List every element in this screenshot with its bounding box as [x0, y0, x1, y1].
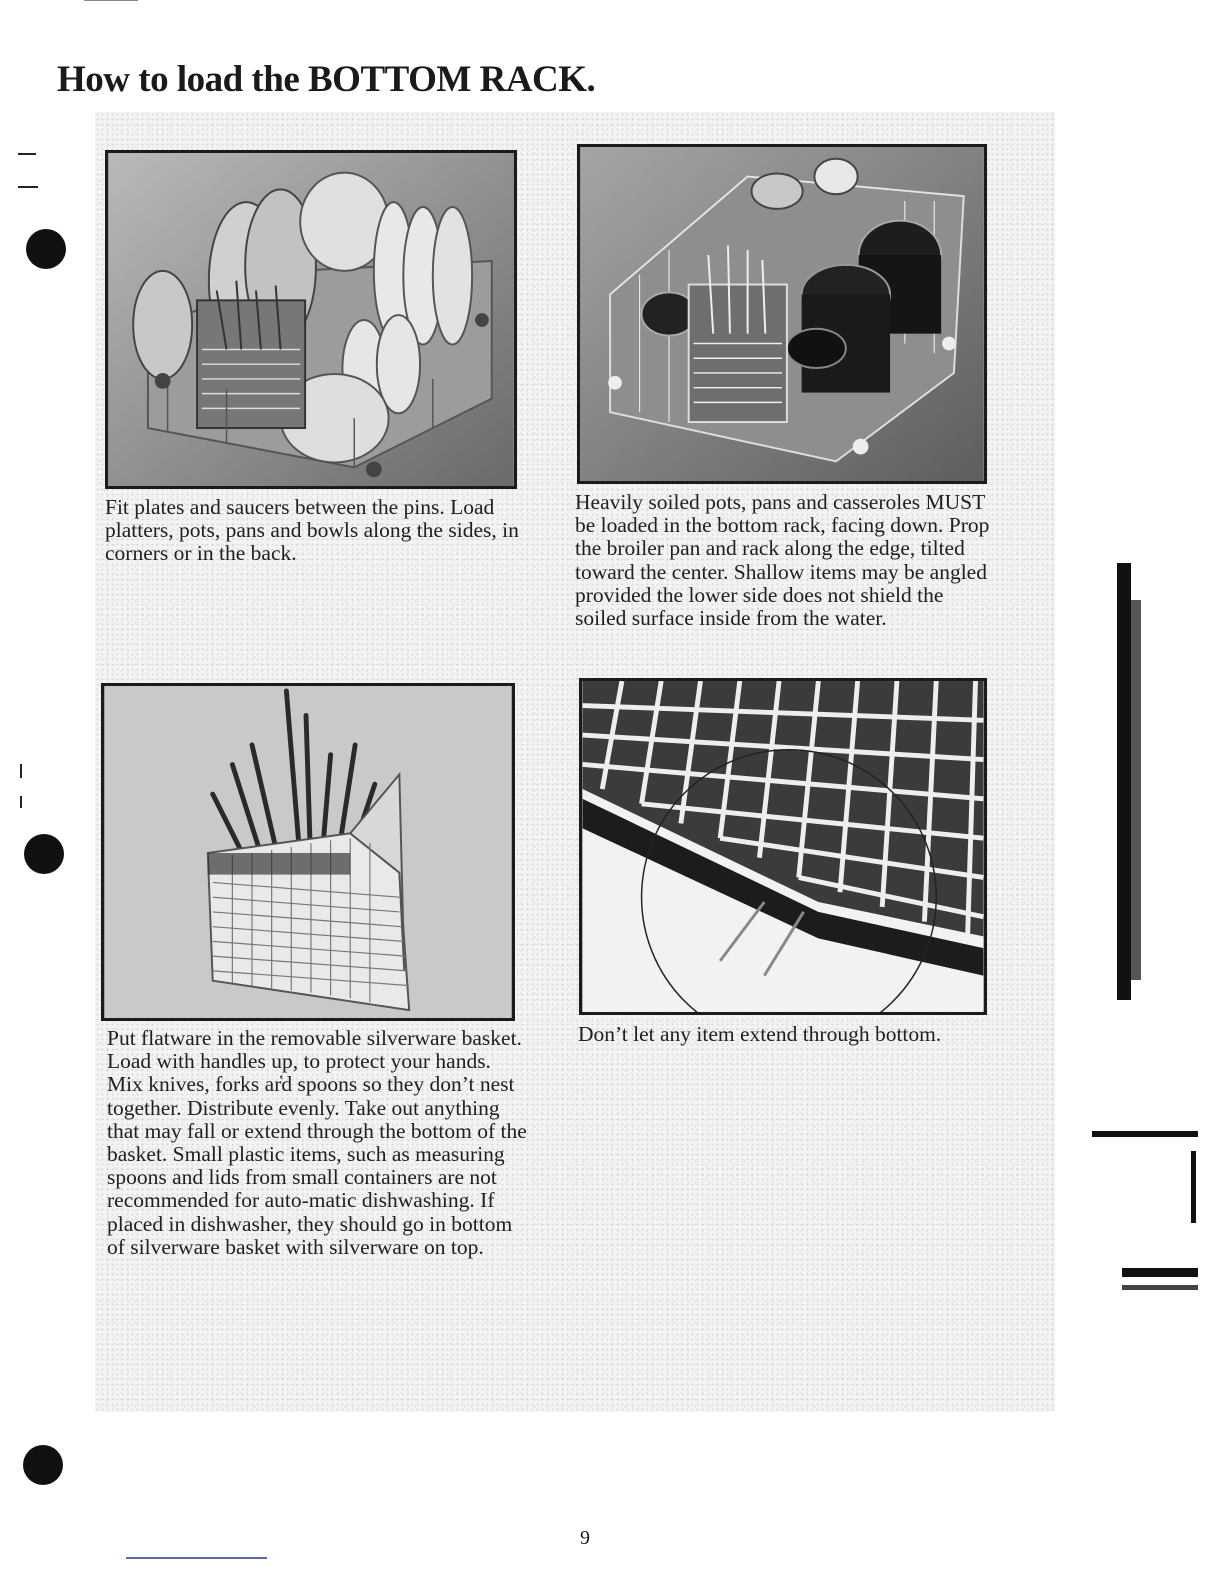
margin-mark	[18, 186, 38, 188]
scan-edge-strip	[1117, 563, 1131, 1000]
caption-pots: Heavily soiled pots, pans and casseroles MUST be loaded in the bottom rack, facing down. Prop the broiler pan and rack along the edge, tilted toward the center. Shallow items may be angled provided the lower side does not shield the soiled surface inside from the water.	[575, 490, 990, 631]
page-title: How to load the BOTTOM RACK.	[57, 59, 596, 100]
figure-rack-closeup	[579, 678, 987, 1015]
footer-line	[126, 1557, 267, 1559]
scan-edge-strip	[1191, 1151, 1196, 1223]
binder-hole-middle	[24, 834, 64, 874]
margin-mark	[20, 796, 22, 808]
rack-closeup-illustration	[582, 681, 984, 1012]
caption-silverware: Put flatware in the removable silverware basket. Load with handles up, to protect your hands. Mix knives, forks ar̔d spoons so they don’t nest together. Distribute evenly. Take out anything that may fall or extend through the bottom of the basket. Small plastic items, such as measuring spoons and lids from small containers are not recommended for auto-matic dishwashing. If placed in dishwasher, they should go in bottom of silverware basket with silverware on top.	[107, 1026, 527, 1259]
figure-plates-rack	[105, 150, 517, 489]
figure-silverware-basket	[101, 683, 515, 1021]
binder-hole-bottom	[23, 1445, 63, 1485]
caption-rack-closeup: Don’t let any item extend through bottom.	[578, 1022, 942, 1046]
binder-hole-top	[26, 229, 66, 269]
caption-plates: Fit plates and saucers between the pins. Load platters, pots, pans and bowls along the sides, in corners or in the back.	[105, 495, 519, 566]
scan-edge-strip	[1131, 600, 1141, 980]
margin-mark	[20, 764, 22, 778]
plates-rack-illustration	[108, 153, 514, 486]
scan-edge-strip	[1092, 1131, 1198, 1137]
silverware-basket-illustration	[104, 686, 512, 1018]
page-number: 9	[580, 1527, 590, 1549]
scan-edge-strip	[1122, 1285, 1198, 1290]
scan-edge-strip	[1122, 1268, 1198, 1277]
pots-rack-illustration	[580, 147, 984, 481]
margin-mark	[84, 0, 138, 1]
margin-mark	[18, 153, 36, 155]
figure-pots-rack	[577, 144, 987, 484]
